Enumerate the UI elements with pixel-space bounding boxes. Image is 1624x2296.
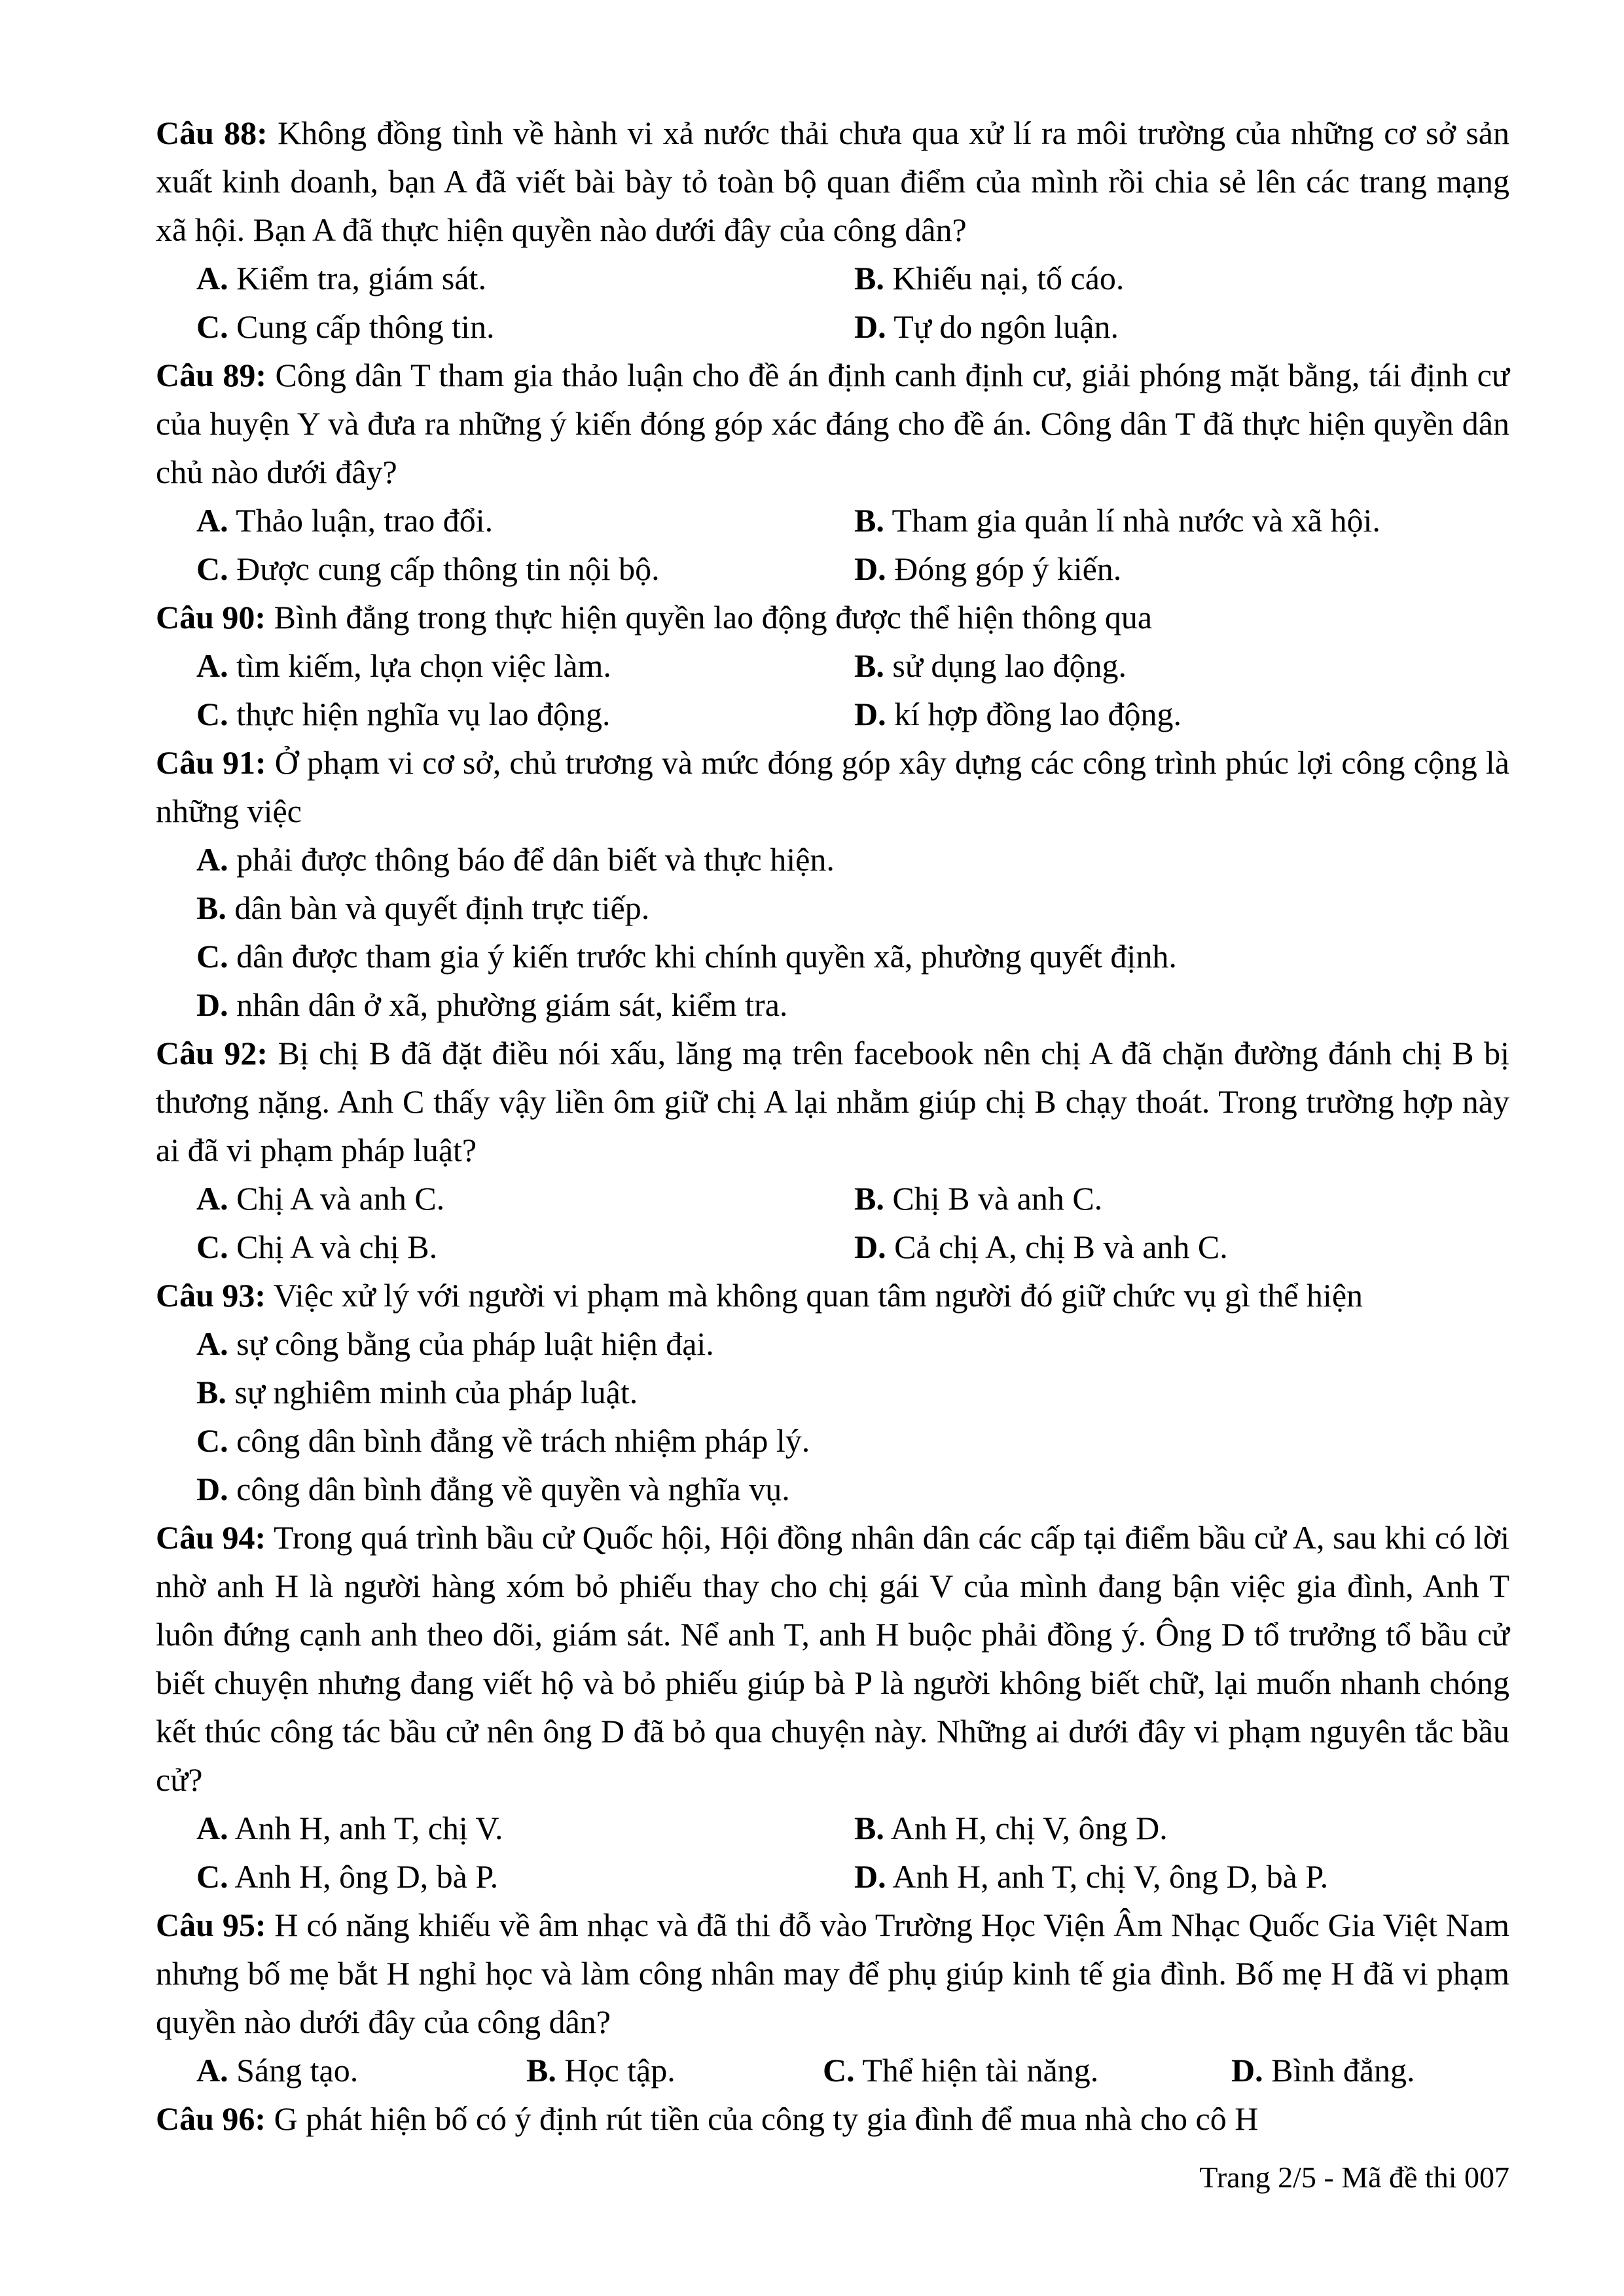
option-b [854, 496, 1509, 545]
question-block-91 [156, 738, 1509, 1029]
question-number: Câu 90: [156, 599, 266, 636]
option-text: Anh H, ông D, bà P. [234, 1858, 499, 1895]
option-c [196, 302, 854, 351]
option-a [196, 2046, 526, 2094]
option-text: Bình đẳng. [1271, 2052, 1415, 2089]
option-b [526, 2046, 823, 2094]
question-body: Ở phạm vi cơ sở, chủ trương và mức đóng góp xây dựng các công trình phúc lợi công cộng là những việc [156, 744, 1509, 829]
question-number: Câu 91: [156, 744, 266, 781]
option-a [196, 496, 854, 545]
option-a [196, 1319, 1509, 1368]
option-c [196, 1852, 854, 1901]
option-letter: A. [196, 2052, 228, 2089]
option-letter: A. [196, 1180, 228, 1217]
option-text: thực hiện nghĩa vụ lao động. [236, 696, 611, 732]
options-grid [156, 1804, 1509, 1901]
option-d [854, 1223, 1509, 1271]
option-text: Sáng tạo. [236, 2052, 359, 2089]
option-text: sự nghiêm minh của pháp luật. [234, 1374, 638, 1410]
question-block-96 [156, 2094, 1509, 2143]
question-text [156, 1513, 1509, 1804]
option-d [854, 302, 1509, 351]
option-text: Đóng góp ý kiến. [894, 550, 1122, 587]
option-letter: C. [196, 308, 228, 345]
question-block-94 [156, 1513, 1509, 1901]
option-c [196, 1416, 1509, 1465]
option-text: Tham gia quản lí nhà nước và xã hội. [892, 502, 1380, 539]
option-letter: C. [196, 696, 228, 732]
option-text: Anh H, anh T, chị V, ông D, bà P. [892, 1858, 1329, 1895]
page-footer: Trang 2/5 - Mã đề thi 007 [1199, 2161, 1509, 2194]
option-d [854, 690, 1509, 738]
option-a [196, 254, 854, 302]
question-body: H có năng khiếu về âm nhạc và đã thi đỗ vào Trường Học Viện Âm Nhạc Quốc Gia Việt Nam nhưng bố mẹ bắt H nghỉ học và làm công nhân may để phụ giúp kinh tế gia đình. Bố mẹ H đã vi phạm quyền nào dưới đây của công dân? [156, 1907, 1509, 2040]
question-list [156, 109, 1509, 2143]
option-c [196, 1223, 854, 1271]
option-b [854, 254, 1509, 302]
question-body: Bị chị B đã đặt điều nói xấu, lăng mạ trên facebook nên chị A đã chặn đường đánh chị B bị thương nặng. Anh C thấy vậy liền ôm giữ chị A lại nhằm giúp chị B chạy thoát. Trong trường hợp này ai đã vi phạm pháp luật? [156, 1035, 1509, 1168]
option-letter: D. [196, 1471, 228, 1507]
question-block-93 [156, 1271, 1509, 1513]
option-letter: A. [196, 841, 228, 878]
options-row [156, 2046, 1509, 2094]
option-text: Cả chị A, chị B và anh C. [894, 1229, 1228, 1265]
option-letter: A. [196, 260, 228, 296]
option-letter: B. [854, 1810, 884, 1846]
question-block-89 [156, 351, 1509, 593]
option-d [854, 1852, 1509, 1901]
option-text: Cung cấp thông tin. [236, 308, 495, 345]
option-text: Chị A và chị B. [236, 1229, 438, 1265]
question-body: Không đồng tình về hành vi xả nước thải chưa qua xử lí ra môi trường của những cơ sở sản xuất kinh doanh, bạn A đã viết bài bày tỏ toàn bộ quan điểm của mình rồi chia sẻ lên các trang mạng xã hội. Bạn A đã thực hiện quyền nào dưới đây của công dân? [156, 115, 1509, 248]
option-letter: D. [854, 550, 886, 587]
option-letter: C. [196, 1858, 228, 1895]
option-text: Học tập. [564, 2052, 676, 2089]
option-a [196, 1174, 854, 1223]
question-body: Công dân T tham gia thảo luận cho đề án định canh định cư, giải phóng mặt bằng, tái định cư của huyện Y và đưa ra những ý kiến đóng góp xác đáng cho đề án. Công dân T đã thực hiện quyền dân chủ nào dưới đây? [156, 357, 1509, 490]
option-b [854, 641, 1509, 690]
option-letter: B. [854, 1180, 884, 1217]
option-letter: C. [196, 938, 228, 975]
option-text: Tự do ngôn luận. [893, 308, 1119, 345]
option-letter: C. [196, 550, 228, 587]
option-text: phải được thông báo để dân biết và thực hiện. [236, 841, 835, 878]
option-text: kí hợp đồng lao động. [894, 696, 1182, 732]
option-text: Kiểm tra, giám sát. [236, 260, 486, 296]
option-letter: D. [854, 1858, 886, 1895]
option-text: nhân dân ở xã, phường giám sát, kiểm tra. [236, 986, 788, 1023]
option-b [196, 1368, 1509, 1416]
question-text [156, 2094, 1509, 2143]
question-block-92 [156, 1029, 1509, 1271]
question-number: Câu 93: [156, 1277, 266, 1314]
option-text: sự công bằng của pháp luật hiện đại. [236, 1325, 714, 1362]
question-number: Câu 94: [156, 1519, 266, 1556]
question-number: Câu 89: [156, 357, 267, 393]
option-letter: B. [196, 889, 226, 926]
option-text: Chị B và anh C. [892, 1180, 1103, 1217]
option-letter: C. [196, 1229, 228, 1265]
option-letter: C. [823, 2052, 855, 2089]
question-text [156, 351, 1509, 496]
option-a [196, 641, 854, 690]
question-text [156, 1901, 1509, 2046]
option-b [196, 884, 1509, 932]
option-letter: D. [854, 1229, 886, 1265]
option-text: Chị A và anh C. [236, 1180, 445, 1217]
question-number: Câu 95: [156, 1907, 266, 1943]
option-letter: B. [854, 502, 884, 539]
option-a [196, 1804, 854, 1852]
question-text [156, 738, 1509, 835]
option-d [196, 1465, 1509, 1513]
question-body: G phát hiện bố có ý định rút tiền của công ty gia đình để mua nhà cho cô H [274, 2100, 1259, 2137]
option-text: Khiếu nại, tố cáo. [892, 260, 1125, 296]
option-d [854, 545, 1509, 593]
option-text: Thể hiện tài năng. [862, 2052, 1099, 2089]
option-text: Thảo luận, trao đổi. [236, 502, 494, 539]
question-block-90 [156, 593, 1509, 738]
question-number: Câu 88: [156, 115, 268, 151]
options-grid [156, 496, 1509, 593]
option-b [854, 1804, 1509, 1852]
question-body: Bình đẳng trong thực hiện quyền lao động được thể hiện thông qua [274, 599, 1153, 636]
question-block-95 [156, 1901, 1509, 2094]
option-text: Được cung cấp thông tin nội bộ. [236, 550, 660, 587]
option-text: dân được tham gia ý kiến trước khi chính quyền xã, phường quyết định. [236, 938, 1177, 975]
question-number: Câu 96: [156, 2100, 266, 2137]
question-block-88 [156, 109, 1509, 351]
option-c [823, 2046, 1231, 2094]
option-letter: A. [196, 647, 228, 684]
option-letter: D. [196, 986, 228, 1023]
question-text [156, 109, 1509, 254]
question-body: Trong quá trình bầu cử Quốc hội, Hội đồng nhân dân các cấp tại điểm bầu cử A, sau khi có lời nhờ anh H là người hàng xóm bỏ phiếu thay cho chị gái V của mình đang bận việc gia đình, Anh T luôn đứng cạnh anh theo dõi, giám sát. Nể anh T, anh H buộc phải đồng ý. Ông D tổ trưởng tổ bầu cử biết chuyện nhưng đang viết hộ và bỏ phiếu giúp bà P là người không biết chữ, lại muốn nhanh chóng kết thúc công tác bầu cử nên ông D đã bỏ qua chuyện này. Những ai dưới đây vi phạm nguyên tắc bầu cử? [156, 1519, 1509, 1798]
options-grid [156, 254, 1509, 351]
options-list [156, 1319, 1509, 1513]
option-text: sử dụng lao động. [892, 647, 1127, 684]
option-text: tìm kiếm, lựa chọn việc làm. [236, 647, 611, 684]
option-d [1231, 2046, 1509, 2094]
option-a [196, 835, 1509, 884]
option-letter: B. [854, 260, 884, 296]
option-c [196, 932, 1509, 980]
option-d [196, 980, 1509, 1029]
question-number: Câu 92: [156, 1035, 268, 1071]
options-grid [156, 641, 1509, 738]
option-letter: D. [854, 696, 886, 732]
option-letter: B. [196, 1374, 226, 1410]
option-text: công dân bình đẳng về quyền và nghĩa vụ. [236, 1471, 790, 1507]
option-letter: A. [196, 1810, 228, 1846]
option-letter: D. [1231, 2052, 1263, 2089]
option-letter: A. [196, 502, 228, 539]
option-text: công dân bình đẳng về trách nhiệm pháp lý. [236, 1422, 810, 1459]
option-c [196, 690, 854, 738]
option-letter: B. [526, 2052, 556, 2089]
option-b [854, 1174, 1509, 1223]
option-text: Anh H, anh T, chị V. [234, 1810, 503, 1846]
option-letter: D. [854, 308, 886, 345]
option-text: Anh H, chị V, ông D. [890, 1810, 1168, 1846]
question-body: Việc xử lý với người vi phạm mà không quan tâm người đó giữ chức vụ gì thể hiện [273, 1277, 1363, 1314]
options-list [156, 835, 1509, 1029]
option-c [196, 545, 854, 593]
option-letter: A. [196, 1325, 228, 1362]
option-letter: B. [854, 647, 884, 684]
option-letter: C. [196, 1422, 228, 1459]
question-text [156, 1271, 1509, 1319]
question-text [156, 593, 1509, 641]
options-grid [156, 1174, 1509, 1271]
option-text: dân bàn và quyết định trực tiếp. [234, 889, 650, 926]
question-text [156, 1029, 1509, 1174]
